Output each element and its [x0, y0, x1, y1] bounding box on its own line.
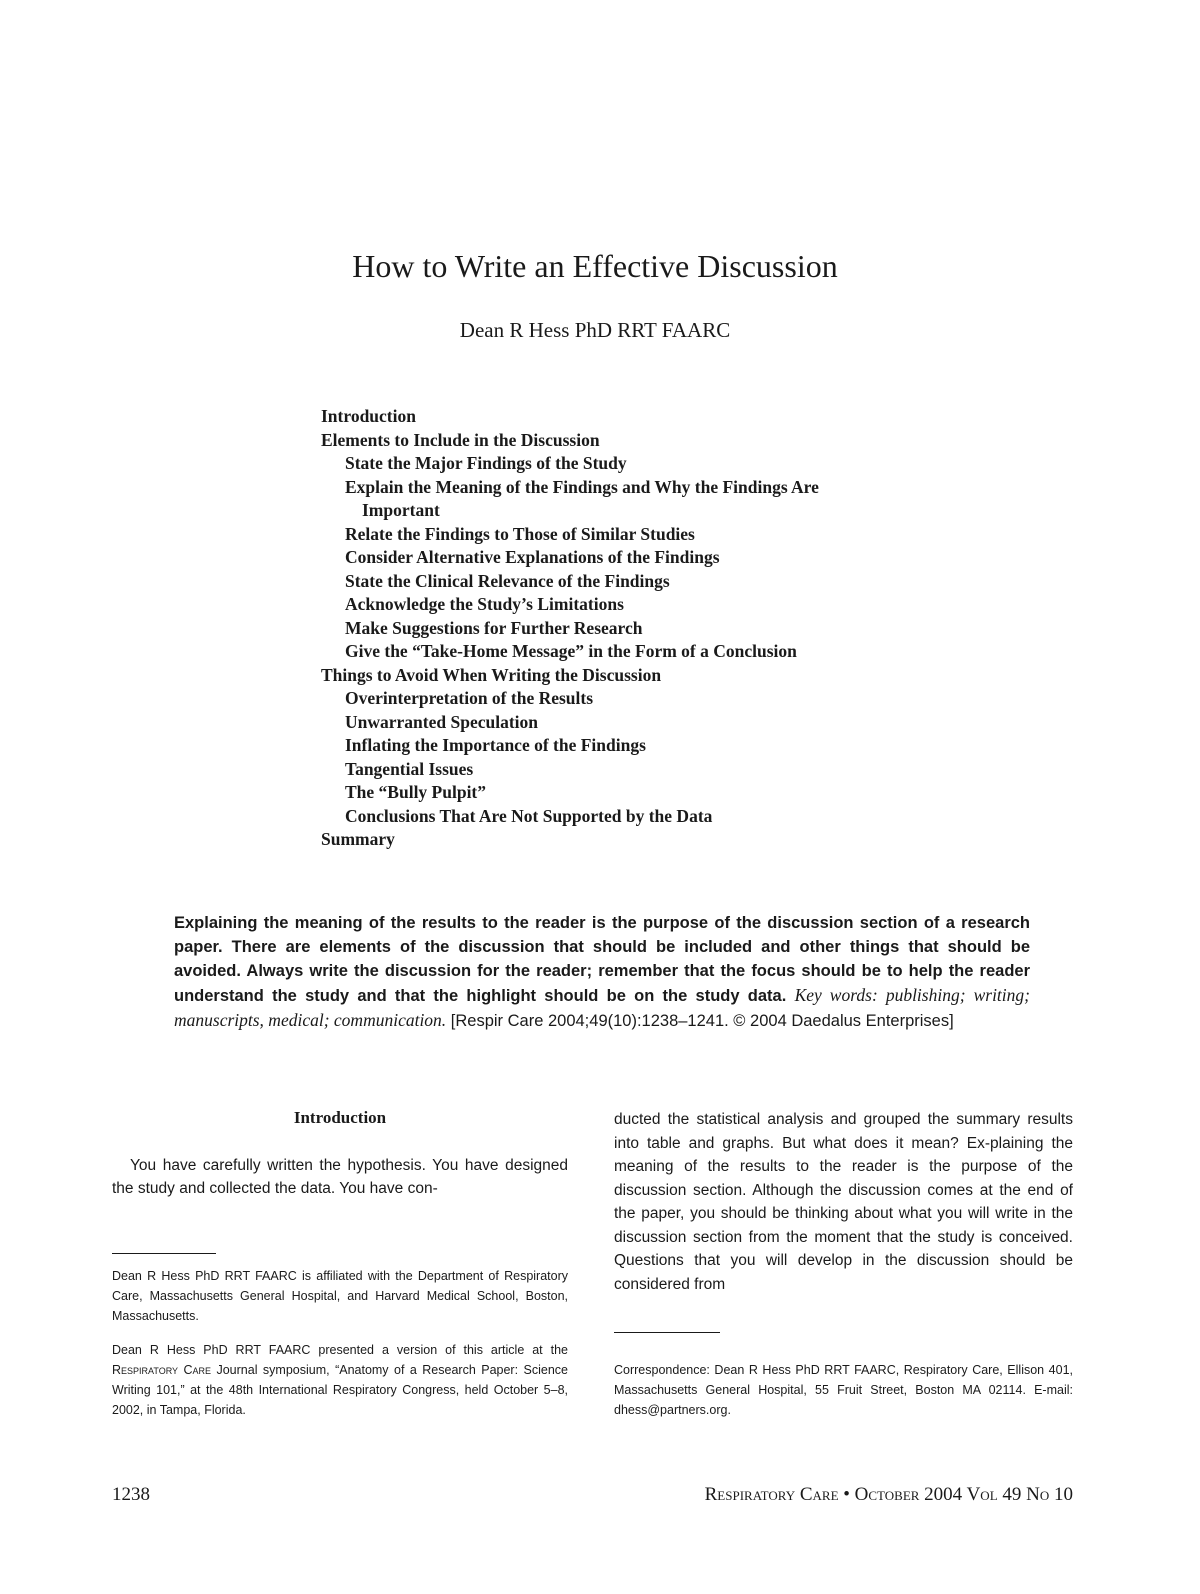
left-column	[112, 1106, 568, 1201]
table-of-contents	[321, 405, 941, 852]
toc-entry: Give the “Take-Home Message” in the Form of a Conclusion	[345, 641, 797, 661]
right-column	[614, 1108, 1073, 1296]
footnote-symposium-text: Journal symposium, “Anatomy of a Research Paper: Science Writing 101,” at the 48th International Respiratory Congress, held October 5–8, 2002, in Tampa, Florida.	[112, 1363, 568, 1417]
toc-entry: State the Clinical Relevance of the Findings	[345, 570, 670, 591]
toc-entry: Elements to Include in the Discussion	[321, 429, 600, 450]
toc-entry: Conclusions That Are Not Supported by the Data	[345, 805, 713, 826]
toc-entry: Unwarranted Speculation	[345, 711, 538, 732]
abstract	[174, 911, 1030, 1033]
footnote-symposium-text: Dean R Hess PhD RRT FAARC presented a version of this article at the	[112, 1343, 568, 1357]
footnote-symposium	[112, 1340, 568, 1420]
intro-paragraph: You have carefully written the hypothesis. You have designed the study and collected the data. You have con-	[112, 1156, 568, 1197]
abstract-citation: [Respir Care 2004;49(10):1238–1241. © 2004 Daedalus Enterprises]	[450, 1012, 954, 1030]
footnote-correspondence: Correspondence: Dean R Hess PhD RRT FAARC, Respiratory Care, Ellison 401, Massachusetts General Hospital, 55 Fruit Street, Boston MA 02114. E-mail: dhess@partners.org.	[614, 1363, 1073, 1417]
abstract-body: Explaining the meaning of the results to the reader is the purpose of the discussion section of a research paper. There are elements of the discussion that should be included and other things that should be avoided. Always write the discussion for the reader; remember that the focus should be to help the reader understand the study and that the highlight should be on the study data.	[174, 914, 1030, 1005]
toc-entry: Things to Avoid When Writing the Discussion	[321, 664, 662, 685]
footnote-rule	[614, 1332, 720, 1333]
footnote-affiliation: Dean R Hess PhD RRT FAARC is affiliated with the Department of Respiratory Care, Massachusetts General Hospital, and Harvard Medical School, Boston, Massachusetts.	[112, 1269, 568, 1323]
toc-entry: Important	[362, 500, 440, 520]
toc-entry: Tangential Issues	[345, 758, 474, 779]
toc-entry: Introduction	[321, 406, 416, 426]
article-title: How to Write an Effective Discussion	[352, 248, 838, 284]
abstract-keywords: Key words: publishing; writing; manuscripts, medical; communication.	[174, 985, 1030, 1030]
toc-entry: The “Bully Pulpit”	[345, 782, 487, 802]
toc-entry: Summary	[321, 829, 395, 849]
footnote-journal-name: Respiratory Care	[112, 1363, 212, 1377]
toc-entry: Acknowledge the Study’s Limitations	[345, 594, 624, 614]
toc-entry: Consider Alternative Explanations of the Findings	[345, 547, 720, 567]
section-heading-introduction: Introduction	[293, 1108, 387, 1127]
toc-entry: Overinterpretation of the Results	[345, 688, 594, 708]
article-author: Dean R Hess PhD RRT FAARC	[459, 318, 731, 342]
journal-running-footer: Respiratory Care • October 2004 Vol 49 No 10	[704, 1484, 1073, 1505]
toc-entry: Relate the Findings to Those of Similar Studies	[345, 523, 695, 544]
toc-entry: Make Suggestions for Further Research	[345, 617, 643, 638]
toc-entry: Explain the Meaning of the Findings and Why the Findings Are	[345, 476, 819, 497]
intro-paragraph-continued: ducted the statistical analysis and grouped the summary results into table and graphs. But what does it mean? Ex-plaining the meaning of the results to the reader is the purpose of the discussion section. Although the discussion comes at the end of the paper, you should be thinking about what you will write in the discussion section from the moment that the study is conceived. Questions that you will develop in the discussion should be considered from	[614, 1111, 1073, 1293]
toc-entry: State the Major Findings of the Study	[345, 453, 627, 473]
page-number: 1238	[112, 1484, 150, 1505]
toc-entry: Inflating the Importance of the Findings	[345, 735, 646, 755]
footnote-rule	[112, 1253, 216, 1254]
